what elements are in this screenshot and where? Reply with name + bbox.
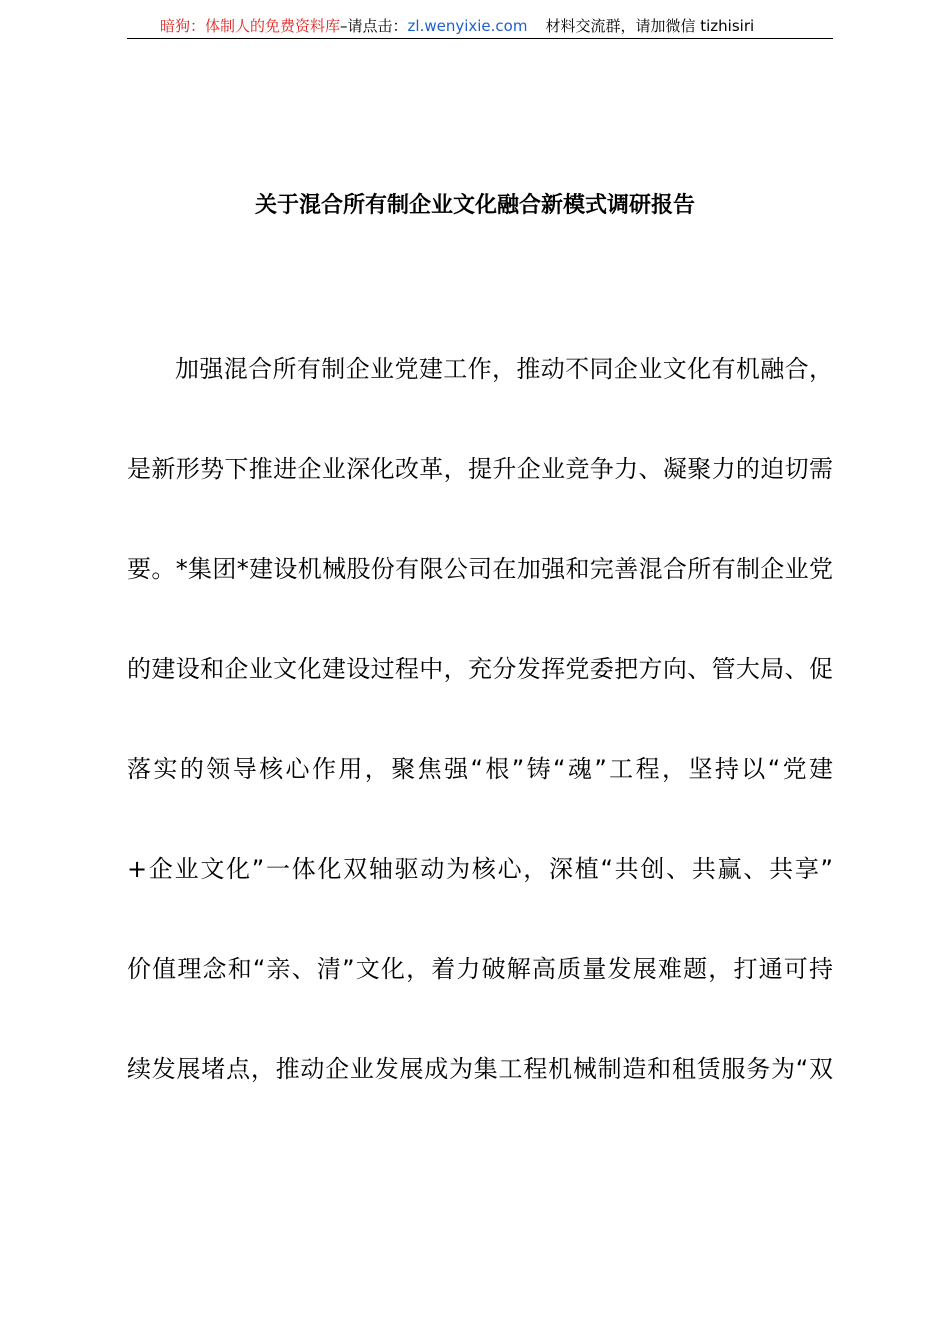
- body-line: 的建设和企业文化建设过程中，充分发挥党委把方向、管大局、促: [127, 655, 833, 683]
- body-line: 是新形势下推进企业深化改革，提升企业竞争力、凝聚力的迫切需: [127, 455, 833, 483]
- header-click-prompt: –请点击：: [340, 17, 408, 35]
- body-line: 价值理念和“亲、清”文化，着力破解高质量发展难题，打通可持: [127, 955, 833, 983]
- body-line: 落实的领导核心作用，聚焦强“根”铸“魂”工程，坚持以“党建: [127, 755, 833, 783]
- document-title: 关于混合所有制企业文化融合新模式调研报告: [254, 193, 695, 218]
- body-line: 续发展堵点，推动企业发展成为集工程机械制造和租赁服务为“双: [127, 1055, 833, 1083]
- header-contact: 材料交流群，请加微信 tizhisiri: [545, 17, 755, 35]
- document-body: [127, 340, 833, 1140]
- body-line: +企业文化”一体化双轴驱动为核心，深植“共创、共赢、共享”: [127, 855, 833, 883]
- body-line: 要。*集团*建设机械股份有限公司在加强和完善混合所有制企业党: [127, 555, 833, 583]
- page-header: [127, 14, 833, 39]
- body-line: 加强混合所有制企业党建工作，推动不同企业文化有机融合，: [175, 355, 833, 383]
- header-url-link[interactable]: zl.wenyixie.com: [407, 17, 528, 35]
- header-brand: 暗狗：体制人的免费资料库: [160, 17, 341, 35]
